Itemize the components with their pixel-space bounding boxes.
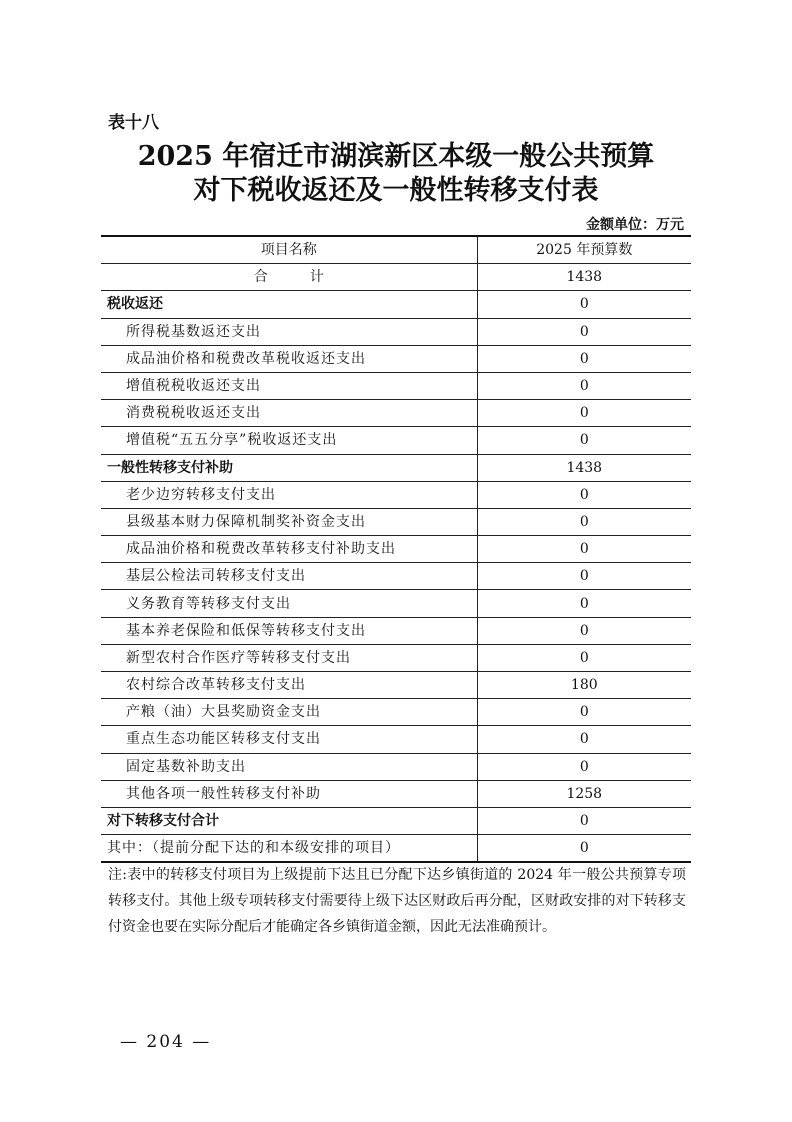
row-name: 基本养老保险和低保等转移支付支出 (101, 617, 477, 644)
row-name: 增值税税收返还支出 (101, 372, 477, 399)
row-name: 老少边穷转移支付支出 (101, 481, 477, 508)
table-row (101, 617, 691, 644)
row-value: 0 (477, 563, 691, 590)
row-name: 基层公检法司转移支付支出 (101, 563, 477, 590)
row-value: 0 (477, 590, 691, 617)
table-row (101, 372, 691, 399)
total-row (101, 264, 691, 291)
row-value: 0 (477, 835, 691, 863)
table-label: 表十八 (108, 113, 159, 133)
row-value: 1258 (477, 780, 691, 807)
table-row (101, 699, 691, 726)
row-value: 0 (477, 372, 691, 399)
row-value: 0 (477, 318, 691, 345)
table-row (101, 563, 691, 590)
table-row (101, 835, 691, 863)
row-name: 对下转移支付合计 (101, 807, 477, 834)
row-name: 其中：（提前分配下达的和本级安排的项目） (101, 835, 477, 863)
table-row (101, 400, 691, 427)
row-value: 0 (477, 536, 691, 563)
row-value: 0 (477, 400, 691, 427)
row-value: 0 (477, 807, 691, 834)
row-name: 义务教育等转移支付支出 (101, 590, 477, 617)
row-name: 农村综合改革转移支付支出 (101, 672, 477, 699)
row-name: 增值税“五五分享”税收返还支出 (101, 427, 477, 454)
table-row (101, 291, 691, 318)
row-value: 0 (477, 345, 691, 372)
row-value: 0 (477, 481, 691, 508)
page-number: — 204 — (120, 1032, 212, 1052)
budget-table (101, 235, 691, 863)
row-value: 0 (477, 617, 691, 644)
row-name: 所得税基数返还支出 (101, 318, 477, 345)
page-subtitle: 对下税收返还及一般性转移支付表 (193, 175, 599, 206)
table-row (101, 590, 691, 617)
table-row (101, 644, 691, 671)
page-title: 2025 年宿迁市湖滨新区本级一般公共预算 (137, 141, 655, 172)
table-row (101, 345, 691, 372)
row-name: 重点生态功能区转移支付支出 (101, 726, 477, 753)
row-name: 产粮（油）大县奖励资金支出 (101, 699, 477, 726)
row-name: 税收返还 (101, 291, 477, 318)
row-value: 0 (477, 427, 691, 454)
table-row (101, 318, 691, 345)
table-note: 注:表中的转移支付项目为上级提前下达且已分配下达乡镇街道的 2024 年一般公共预算专项转移支付。其他上级专项转移支付需要待上级下达区财政后再分配，区财政安排的对下转移支付资金也要在实际分配后才能确定各乡镇街道金额，因此无法准确预计。 (108, 867, 686, 935)
row-value: 1438 (477, 454, 691, 481)
row-name: 县级基本财力保障机制奖补资金支出 (101, 508, 477, 535)
table-row (101, 807, 691, 834)
row-value: 0 (477, 291, 691, 318)
table-row (101, 536, 691, 563)
total-value: 1438 (477, 264, 691, 291)
row-value: 180 (477, 672, 691, 699)
row-value: 0 (477, 508, 691, 535)
row-name: 一般性转移支付补助 (101, 454, 477, 481)
row-value: 0 (477, 644, 691, 671)
table-row (101, 481, 691, 508)
total-label: 合 计 (101, 264, 477, 291)
row-value: 0 (477, 726, 691, 753)
table-header-row (101, 236, 691, 264)
table-row (101, 427, 691, 454)
row-name: 新型农村合作医疗等转移支付支出 (101, 644, 477, 671)
column-header-value: 2025 年预算数 (477, 236, 691, 264)
row-name: 固定基数补助支出 (101, 753, 477, 780)
row-name: 其他各项一般性转移支付补助 (101, 780, 477, 807)
row-name: 成品油价格和税费改革转移支付补助支出 (101, 536, 477, 563)
table-row (101, 454, 691, 481)
table-row (101, 753, 691, 780)
column-header-name: 项目名称 (101, 236, 477, 264)
row-value: 0 (477, 753, 691, 780)
table-row (101, 672, 691, 699)
table-row (101, 508, 691, 535)
amount-unit: 金额单位：万元 (586, 217, 684, 233)
table-row (101, 780, 691, 807)
row-value: 0 (477, 699, 691, 726)
row-name: 成品油价格和税费改革税收返还支出 (101, 345, 477, 372)
table-row (101, 726, 691, 753)
row-name: 消费税税收返还支出 (101, 400, 477, 427)
